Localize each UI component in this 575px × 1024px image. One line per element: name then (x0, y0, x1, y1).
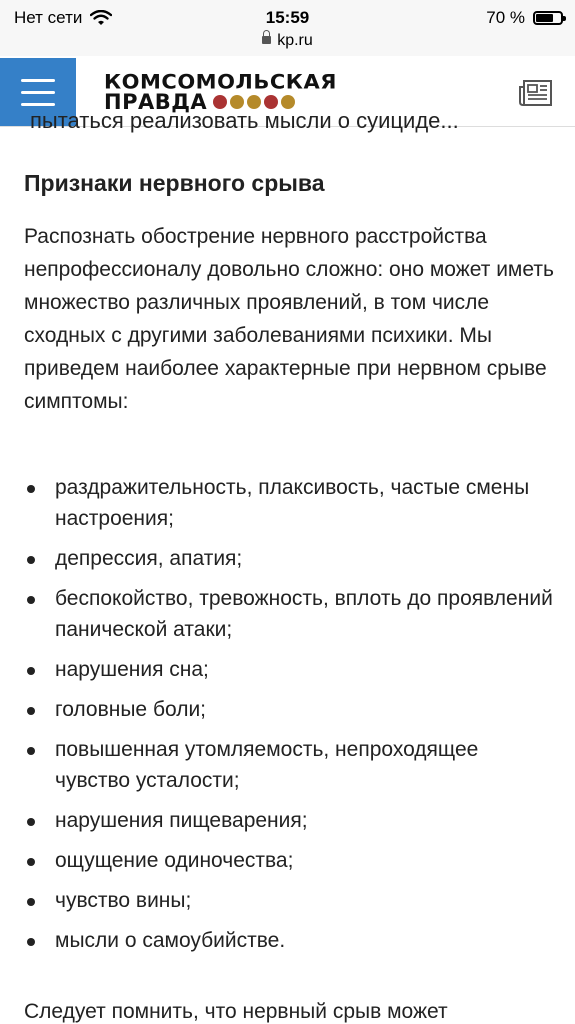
hamburger-icon-bar (21, 91, 55, 94)
bullet-icon (27, 596, 35, 604)
url-text[interactable]: kp.ru (277, 32, 313, 49)
bullet-icon (27, 485, 35, 493)
order-medal-icon (264, 95, 278, 109)
newspaper-icon[interactable] (519, 80, 553, 106)
list-item-text: нарушения сна; (55, 658, 209, 681)
bullet-icon (27, 898, 35, 906)
order-medal-icon (247, 95, 261, 109)
list-item (24, 543, 554, 574)
battery-status (486, 8, 563, 28)
order-medal-icon (213, 95, 227, 109)
list-item (24, 472, 554, 534)
list-item-text: головные боли; (55, 698, 207, 721)
bullet-icon (27, 938, 35, 946)
logo-line2: ПРАВДА (104, 90, 208, 114)
bullet-icon (27, 556, 35, 564)
bullet-icon (27, 747, 35, 755)
carrier-label: Нет сети (14, 8, 83, 27)
list-item (24, 654, 554, 685)
order-medal-icon (230, 95, 244, 109)
list-item-text: раздражительность, плаксивость, частые смены настроения; (55, 476, 530, 530)
logo-line1: КОМСОМОЛЬСКАЯ (104, 70, 337, 94)
list-item-text: повышенная утомляемость, непроходящее чувство усталости; (55, 738, 479, 792)
list-item-text: ощущение одиночества; (55, 849, 294, 872)
section-heading: Признаки нервного срыва (24, 170, 325, 196)
hamburger-icon-bar (21, 103, 55, 106)
list-item (24, 885, 554, 916)
address-bar[interactable] (0, 32, 575, 50)
battery-fill (536, 14, 553, 22)
order-medal-icon (281, 95, 295, 109)
next-text-line: Следует помнить, что нервный срыв может (24, 1000, 448, 1023)
status-bar (0, 0, 575, 56)
site-logo[interactable] (104, 72, 337, 112)
hamburger-icon-bar (21, 79, 55, 82)
list-item-text: нарушения пищеварения; (55, 809, 308, 832)
list-item-text: чувство вины; (55, 889, 192, 912)
symptoms-list (24, 472, 554, 965)
battery-percent: 70 % (486, 8, 525, 27)
clock: 15:59 (265, 8, 310, 27)
list-item-text: беспокойство, тревожность, вплоть до проявлений панической атаки; (55, 587, 553, 641)
list-item (24, 694, 554, 725)
battery-icon (533, 11, 563, 25)
list-item (24, 734, 554, 796)
list-item (24, 583, 554, 645)
list-item-text: мысли о самоубийстве. (55, 929, 286, 952)
bullet-icon (27, 667, 35, 675)
orders-icon (213, 95, 295, 109)
lock-icon (262, 36, 271, 44)
list-item (24, 845, 554, 876)
previous-text-line: пытаться реализовать мысли о суициде... (30, 108, 459, 133)
article-paragraph: Распознать обострение нервного расстройства непрофессионалу довольно сложно: оно может иметь множество различных проявлений, в том числе сходных с другими заболеваниями психики. Мы приведем наиболее характерные при нервном срыве симптомы: (24, 225, 554, 413)
bullet-icon (27, 818, 35, 826)
list-item-text: депрессия, апатия; (55, 547, 243, 570)
list-item (24, 805, 554, 836)
bullet-icon (27, 707, 35, 715)
bullet-icon (27, 858, 35, 866)
list-item (24, 925, 554, 956)
